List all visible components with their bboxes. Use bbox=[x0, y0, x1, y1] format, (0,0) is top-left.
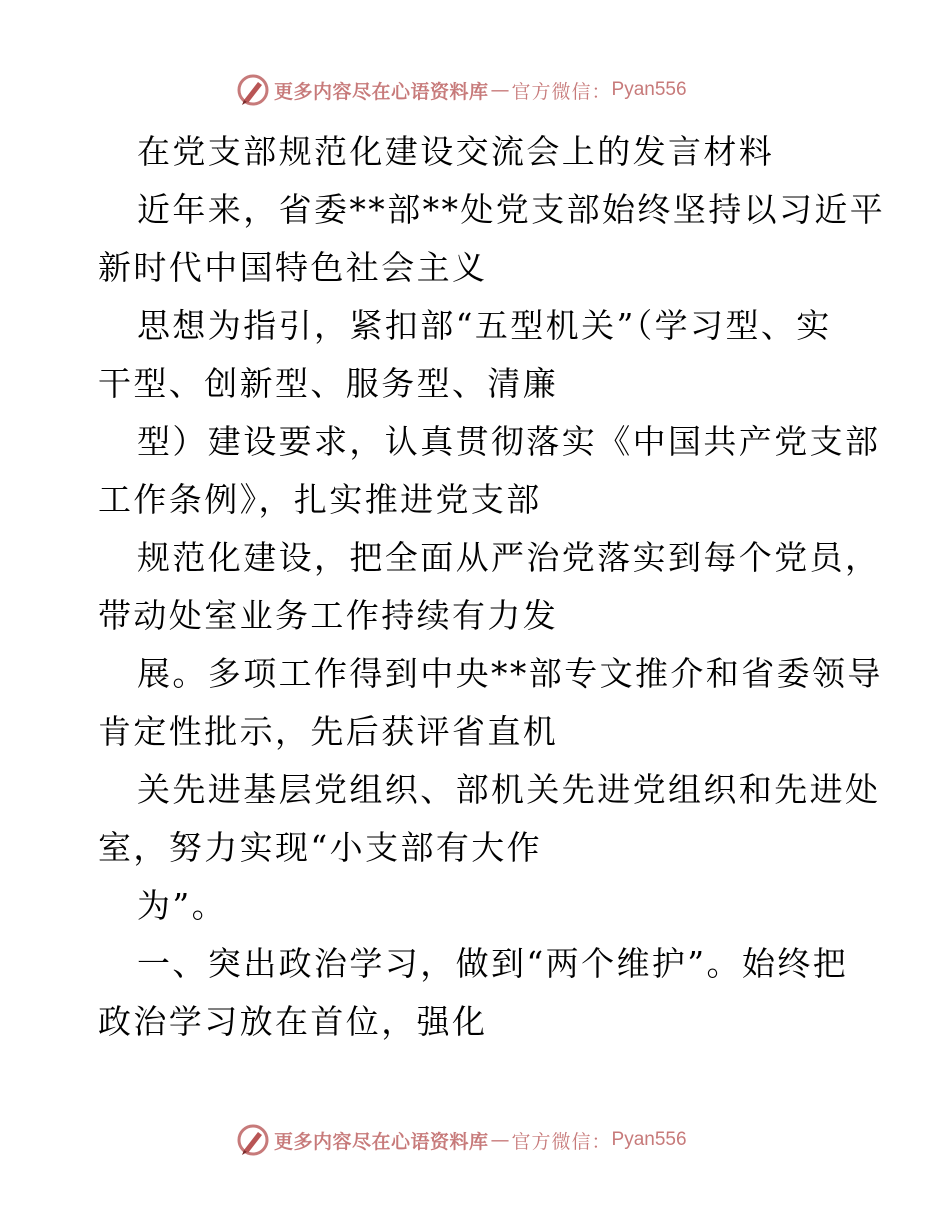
text-line: 工作条例》，扎实推进党支部 bbox=[98, 480, 542, 519]
text-line: 政治学习放在首位，强化 bbox=[98, 1002, 488, 1041]
text-line: 展。多项工作得到中央**部专文推介和省委领导 bbox=[137, 654, 883, 693]
banner-wechat-label: 官方微信： bbox=[511, 80, 612, 103]
banner-main-text: 更多内容尽在心语资料库 bbox=[274, 1130, 489, 1153]
footer-watermark-banner bbox=[236, 1122, 687, 1158]
text-line: 近年来，省委**部**处党支部始终坚持以习近平 bbox=[137, 190, 886, 229]
banner-dash: — bbox=[490, 79, 510, 101]
text-line: 为”。 bbox=[137, 886, 228, 925]
banner-wechat-id: Pyan556 bbox=[611, 1129, 687, 1150]
banner-main-text: 更多内容尽在心语资料库 bbox=[274, 80, 489, 103]
text-line: 关先进基层党组织、部机关先进党组织和先进处 bbox=[137, 770, 881, 809]
text-line: 室，努力实现“小支部有大作 bbox=[98, 828, 543, 867]
text-line: 规范化建设，把全面从严治党落实到每个党员， bbox=[137, 538, 881, 577]
section-heading-line: 一、突出政治学习，做到“两个维护”。始终把 bbox=[137, 944, 849, 983]
text-line: 干型、创新型、服务型、清廉 bbox=[98, 364, 559, 403]
text-line: 型）建设要求，认真贯彻落实《中国共产党支部 bbox=[137, 422, 881, 461]
document-body bbox=[98, 123, 886, 1051]
text-line: 肯定性批示，先后获评省直机 bbox=[98, 712, 559, 751]
text-line: 思想为指引，紧扣部“五型机关”（学习型、实 bbox=[137, 306, 832, 345]
text-line: 带动处室业务工作持续有力发 bbox=[98, 596, 559, 635]
text-line: 新时代中国特色社会主义 bbox=[98, 248, 488, 287]
header-watermark-banner bbox=[236, 72, 687, 108]
document-title-line: 在党支部规范化建设交流会上的发言材料 bbox=[137, 132, 775, 171]
pen-logo-icon bbox=[236, 73, 270, 107]
banner-wechat-id: Pyan556 bbox=[611, 79, 687, 100]
pen-logo-icon bbox=[236, 1123, 270, 1157]
banner-wechat-label: 官方微信： bbox=[511, 1130, 612, 1153]
banner-dash: — bbox=[490, 1129, 510, 1151]
